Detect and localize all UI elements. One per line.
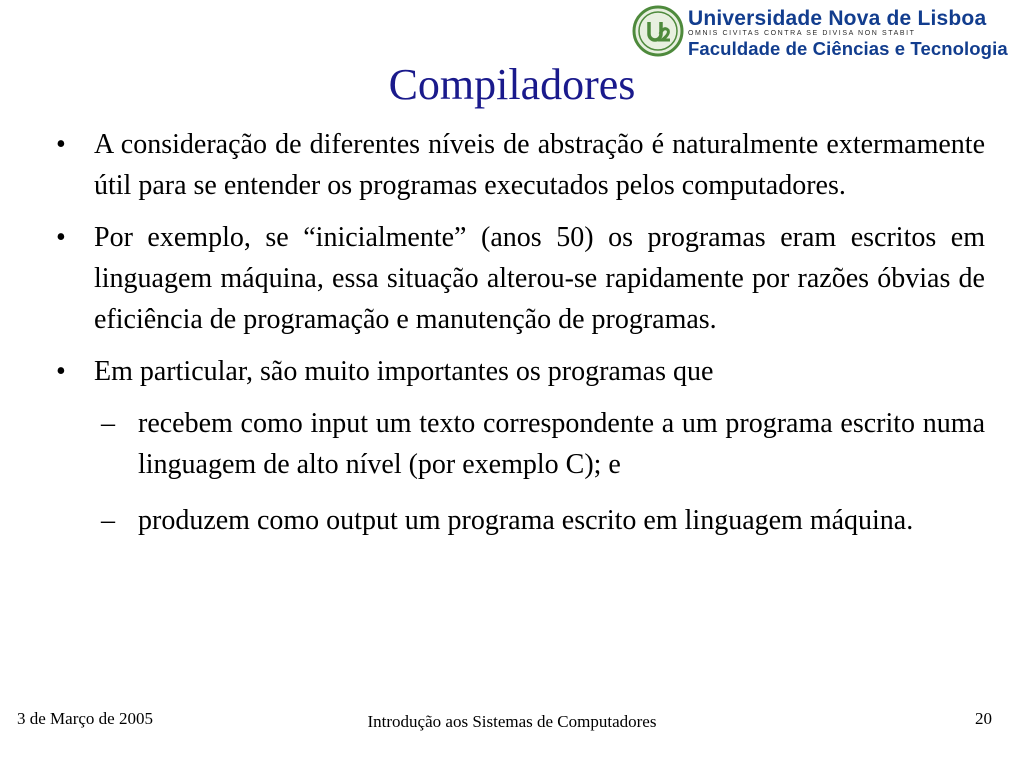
footer-date: 3 de Março de 2005 (17, 709, 153, 728)
university-logo (632, 4, 1018, 62)
sub-bullet-marker: – (101, 408, 115, 439)
logo-motto: OMNIS CIVITAS CONTRA SE DIVISA NON STABIT (688, 30, 916, 37)
bullet-text: Por exemplo, se “inicialmente” (anos 50) os programas eram escritos em linguagem máquina, essa situação alterou-se rapidamente por razões óbvias de eficiência de programação e manutenção de programas. (94, 222, 985, 335)
bullet-text: Em particular, são muito importantes os programas que (94, 356, 714, 387)
footer-course-title: Introdução aos Sistemas de Computadores (367, 712, 657, 731)
bullet-item (56, 351, 985, 392)
bullet-marker: • (56, 129, 66, 160)
sub-bullet-marker: – (101, 505, 115, 536)
logo-university-name: Universidade Nova de Lisboa (688, 7, 987, 30)
slide-content (56, 124, 985, 556)
slide-title: Compiladores (388, 60, 636, 109)
sub-bullet-text: produzem como output um programa escrito em linguagem máquina. (138, 505, 914, 536)
sub-bullet-item (101, 500, 985, 541)
sub-bullet-text: recebem como input um texto correspondente a um programa escrito numa linguagem de alto nível (por exemplo C); e (138, 408, 985, 480)
bullet-item (56, 124, 985, 206)
bullet-text: A consideração de diferentes níveis de abstração é naturalmente extermamente útil para se entender os programas executados pelos computadores. (94, 129, 985, 201)
logo-faculty-name: Faculdade de Ciências e Tecnologia (688, 38, 1008, 59)
university-seal-icon (632, 4, 684, 58)
bullet-marker: • (56, 356, 66, 387)
footer-page-number: 20 (975, 709, 992, 728)
sub-bullet-item (101, 403, 985, 485)
bullet-item (56, 217, 985, 340)
bullet-marker: • (56, 222, 66, 253)
